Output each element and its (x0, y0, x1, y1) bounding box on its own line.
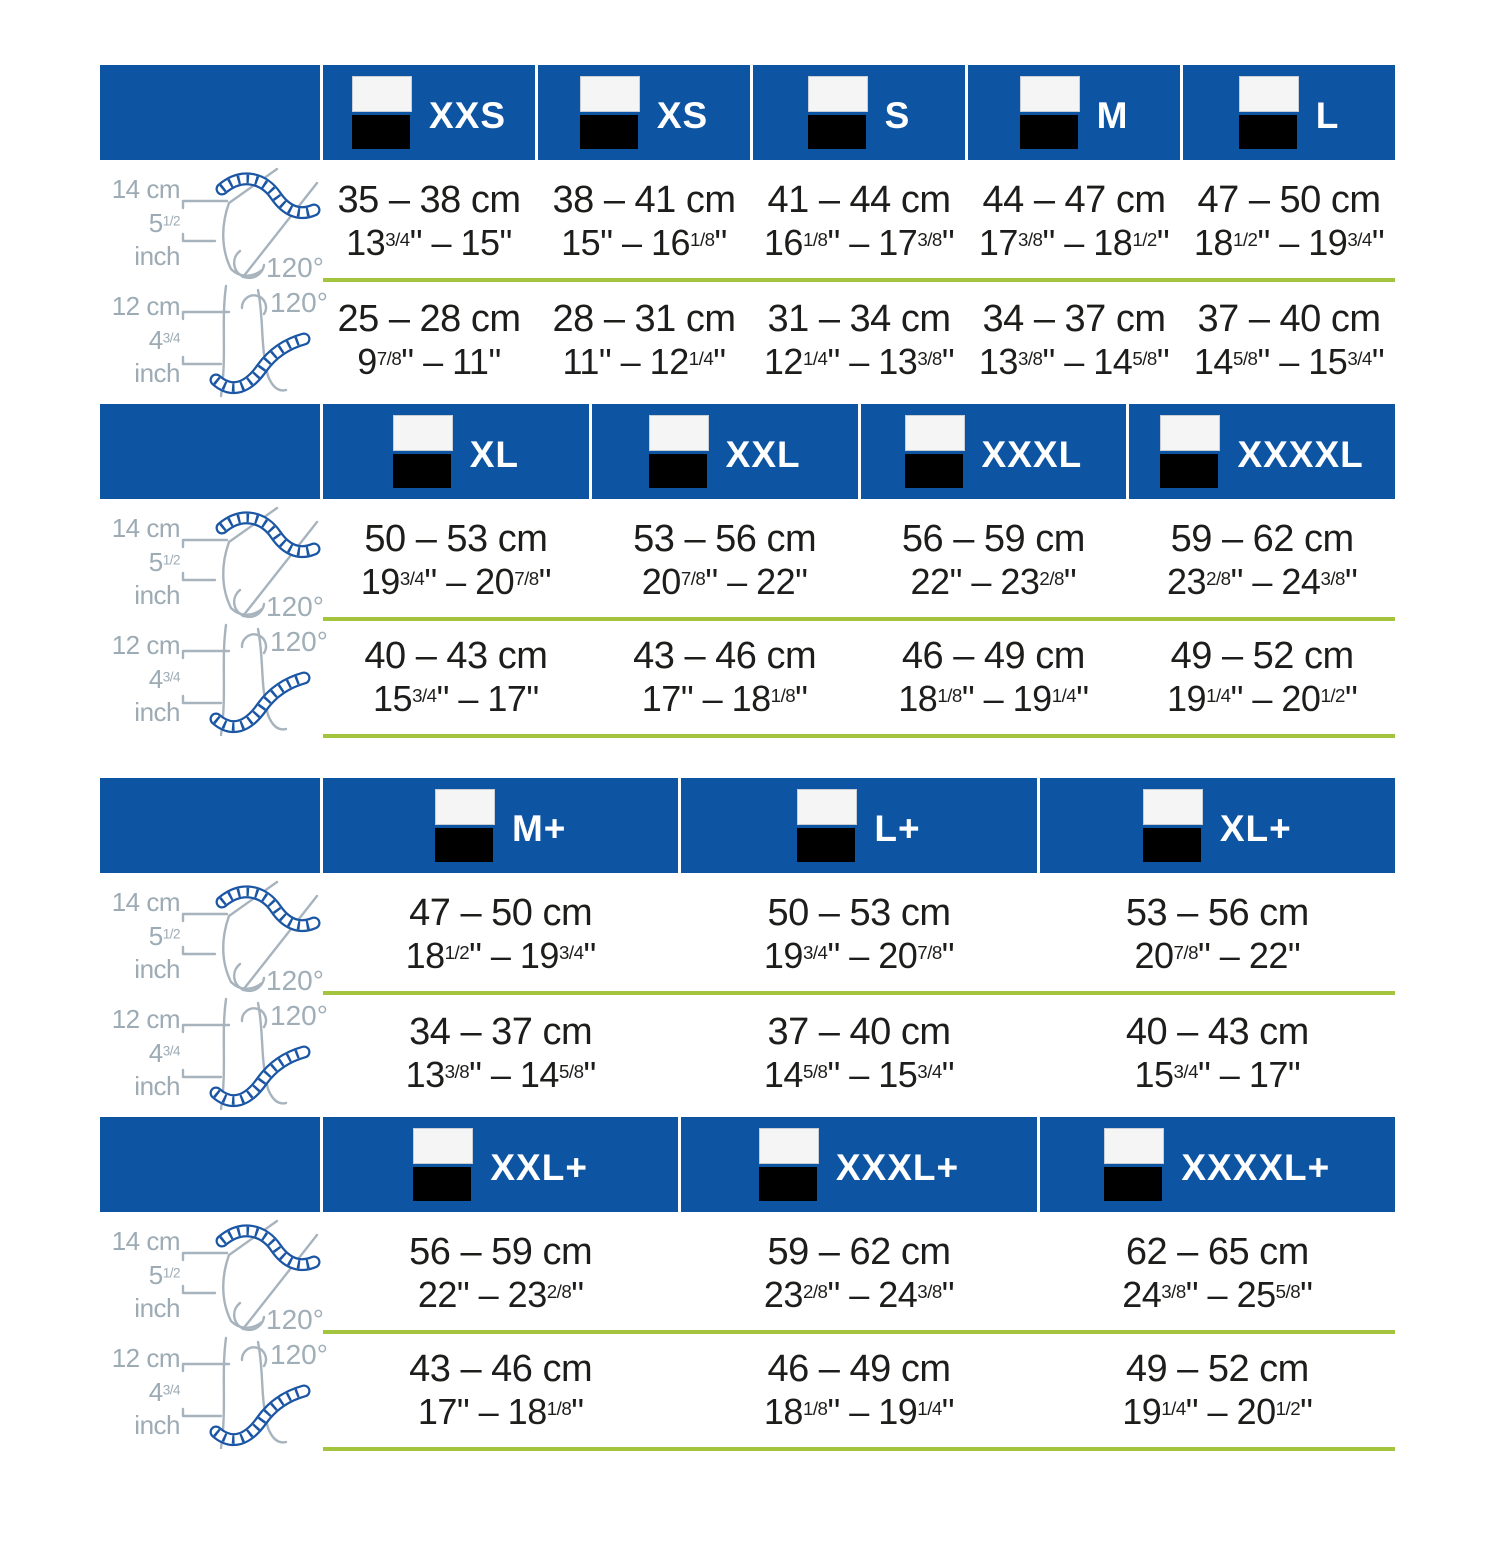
cm-range: 41 – 44 cm (767, 179, 951, 222)
inch-range: $14^{5/8}$" – $15^{3/4}$" (763, 1054, 955, 1096)
garment-icon-top-rect (435, 789, 495, 825)
size-label: L+ (874, 808, 921, 849)
inch-range: $13^{3/4}$" – 15" (346, 222, 512, 264)
inch-range: 17" – $18^{1/8}$" (417, 1391, 584, 1433)
sizing-chart (100, 65, 1395, 1451)
inch-range: $19^{1/4}$" – $20^{1/2}$" (1167, 678, 1358, 720)
size-table-4 (100, 1117, 1395, 1451)
size-header-XXXXL (1129, 404, 1395, 499)
size-header-XL+ (1040, 778, 1395, 873)
inch-range: $14^{5/8}$" – $15^{3/4}$" (1193, 341, 1385, 383)
cm-range: 43 – 46 cm (409, 1348, 593, 1391)
garment-icon-bottom-rect (649, 454, 707, 488)
inch-range: $18^{1/8}$" – $19^{1/4}$" (763, 1391, 955, 1433)
garment-icon-bottom-rect (759, 1167, 817, 1201)
angle-label: 120° (270, 286, 328, 318)
garment-icon-top-rect (1239, 76, 1299, 112)
inch-range: $16^{1/8}$" – $17^{3/8}$" (763, 222, 955, 264)
size-value-cell-XXL (592, 621, 858, 734)
inch-range: $18^{1/2}$" – $19^{3/4}$" (1193, 222, 1385, 264)
inch-range: $9^{7/8}$" – 11" (357, 341, 501, 383)
size-value-cell-L+ (681, 995, 1036, 1112)
size-value-cell-S (753, 165, 965, 278)
size-value-cell-L+ (681, 878, 1036, 991)
size-value-cell-XXL+ (323, 1334, 678, 1447)
cm-range: 34 – 37 cm (982, 298, 1166, 341)
measure-label-cell-lower (100, 621, 328, 738)
angle-label: 120° (270, 999, 328, 1031)
cm-range: 40 – 43 cm (1125, 1011, 1309, 1054)
measure-label-cell-lower (100, 1334, 328, 1451)
garment-size-icon (352, 76, 414, 149)
size-header-group (435, 789, 566, 862)
size-table-2 (100, 404, 1395, 738)
header-spacer-cell (100, 65, 320, 160)
size-value-cell-M (968, 165, 1180, 278)
size-header-group (413, 1128, 588, 1201)
size-header-row (100, 778, 1395, 873)
value-cells (323, 1334, 1395, 1451)
garment-size-icon (580, 76, 642, 149)
size-table-3 (100, 778, 1395, 1112)
cm-range: 59 – 62 cm (767, 1231, 951, 1274)
measure-cm-label: 12 cm (111, 1342, 180, 1373)
measure-inch-label: $5^{1/2}$ inch (134, 546, 180, 611)
size-label: XS (656, 95, 709, 136)
garment-icon-bottom-rect (580, 115, 638, 149)
size-value-cell-XS (538, 165, 750, 278)
knee-measure-diagram-lower (180, 995, 328, 1113)
measure-distance-labels (100, 629, 180, 730)
size-header-group (797, 789, 920, 862)
garment-icon-bottom-rect (352, 115, 410, 149)
size-value-cell-S (753, 282, 965, 399)
garment-icon-bottom-rect (1160, 454, 1218, 488)
garment-icon-bottom-rect (808, 115, 866, 149)
garment-icon-top-rect (1020, 76, 1080, 112)
measuring-tape-icon (222, 178, 314, 212)
size-table-1 (100, 65, 1395, 399)
size-value-cell-XXXL (861, 504, 1127, 617)
measure-distance-labels (100, 512, 180, 613)
knee-measure-diagram-lower (180, 1334, 328, 1452)
header-spacer-cell (100, 1117, 320, 1212)
measure-cm-label: 14 cm (111, 1225, 180, 1256)
size-value-cell-XL+ (1040, 995, 1395, 1112)
measure-cm-label: 12 cm (111, 1003, 180, 1034)
garment-icon-top-rect (580, 76, 640, 112)
size-label: M (1096, 95, 1129, 136)
inch-range: $19^{3/4}$" – $20^{7/8}$" (360, 561, 551, 603)
garment-icon-bottom-rect (905, 454, 963, 488)
size-header-group (649, 415, 801, 488)
size-value-cell-L (1183, 165, 1395, 278)
garment-icon-bottom-rect (435, 828, 493, 862)
value-cells (323, 995, 1395, 1112)
cm-range: 53 – 56 cm (633, 518, 817, 561)
measure-distance-labels (100, 173, 180, 274)
inch-range: $19^{1/4}$" – $20^{1/2}$" (1122, 1391, 1313, 1433)
size-header-XXL (592, 404, 858, 499)
garment-icon-bottom-rect (797, 828, 855, 862)
garment-icon-bottom-rect (393, 454, 451, 488)
measure-inch-label: $4^{3/4}$ inch (134, 324, 180, 389)
garment-icon-top-rect (808, 76, 868, 112)
garment-icon-bottom-rect (1020, 115, 1078, 149)
measure-row-upper (100, 1217, 1395, 1334)
inch-range: $18^{1/8}$" – $19^{1/4}$" (898, 678, 1089, 720)
garment-icon-top-rect (649, 415, 709, 451)
size-value-cell-XXL+ (323, 1217, 678, 1330)
cm-range: 37 – 40 cm (767, 1011, 951, 1054)
size-label: M+ (511, 808, 567, 849)
measuring-tape-icon (222, 517, 314, 551)
garment-size-icon (413, 1128, 475, 1201)
garment-icon-top-rect (1104, 1128, 1164, 1164)
measuring-tape-icon (216, 1052, 304, 1101)
value-cells (323, 878, 1395, 995)
size-header-XXS (323, 65, 535, 160)
garment-size-icon (905, 415, 967, 488)
garment-size-icon (1239, 76, 1301, 149)
inch-range: $15^{3/4}$" – 17" (1134, 1054, 1301, 1096)
measure-row-lower (100, 621, 1395, 738)
measure-inch-label: $5^{1/2}$ inch (134, 1259, 180, 1324)
header-cells (323, 65, 1395, 160)
angle-label: 120° (266, 964, 324, 996)
inch-range: 22" – $23^{2/8}$" (910, 561, 1077, 603)
knee-measure-diagram-lower (180, 621, 328, 739)
size-value-cell-M+ (323, 995, 678, 1112)
garment-icon-top-rect (759, 1128, 819, 1164)
measure-inch-label: $4^{3/4}$ inch (134, 663, 180, 728)
garment-size-icon (1020, 76, 1082, 149)
measure-label-cell-upper (100, 878, 324, 996)
size-header-M+ (323, 778, 678, 873)
cm-range: 53 – 56 cm (1125, 892, 1309, 935)
size-label: XL+ (1219, 808, 1292, 849)
size-header-row (100, 65, 1395, 160)
cm-range: 50 – 53 cm (767, 892, 951, 935)
size-header-XL (323, 404, 589, 499)
inch-range: 11" – $12^{1/4}$" (562, 341, 726, 383)
cm-range: 56 – 59 cm (901, 518, 1085, 561)
size-value-cell-M+ (323, 878, 678, 991)
cm-range: 43 – 46 cm (633, 635, 817, 678)
measuring-tape-icon (216, 339, 304, 388)
cm-range: 28 – 31 cm (552, 298, 736, 341)
garment-icon-top-rect (905, 415, 965, 451)
inch-range: $17^{3/8}$" – $18^{1/2}$" (978, 222, 1170, 264)
cm-range: 47 – 50 cm (409, 892, 593, 935)
garment-icon-top-rect (352, 76, 412, 112)
size-label: L (1315, 95, 1340, 136)
size-value-cell-XXXL+ (681, 1217, 1036, 1330)
cm-range: 49 – 52 cm (1125, 1348, 1309, 1391)
size-value-cell-L (1183, 282, 1395, 399)
measure-row-upper (100, 165, 1395, 282)
measure-row-upper (100, 878, 1395, 995)
size-label: XXXL+ (835, 1147, 960, 1188)
size-value-cell-XL (323, 504, 589, 617)
inch-range: $20^{7/8}$" – 22" (1134, 935, 1301, 977)
size-header-row (100, 404, 1395, 499)
inch-range: $19^{3/4}$" – $20^{7/8}$" (763, 935, 955, 977)
size-label: XXL (725, 434, 801, 475)
size-value-cell-XXS (323, 165, 535, 278)
size-label: XXXL (981, 434, 1083, 475)
size-value-cell-XXXL (861, 621, 1127, 734)
size-header-XS (538, 65, 750, 160)
cm-range: 35 – 38 cm (337, 179, 521, 222)
inch-range: 22" – $23^{2/8}$" (417, 1274, 584, 1316)
measure-row-lower (100, 282, 1395, 399)
cm-range: 49 – 52 cm (1170, 635, 1354, 678)
measure-label-cell-upper (100, 165, 324, 283)
size-header-group (1239, 76, 1340, 149)
knee-measure-diagram-upper (180, 1217, 324, 1335)
size-header-S (753, 65, 965, 160)
measuring-tape-icon (222, 891, 314, 925)
garment-size-icon (797, 789, 859, 862)
size-header-group (808, 76, 911, 149)
size-label: XXXXL (1237, 434, 1364, 475)
inch-range: $24^{3/8}$" – $25^{5/8}$" (1122, 1274, 1313, 1316)
angle-label: 120° (270, 625, 328, 657)
cm-range: 62 – 65 cm (1125, 1231, 1309, 1274)
garment-icon-top-rect (413, 1128, 473, 1164)
header-cells (323, 778, 1395, 873)
measure-inch-label: $5^{1/2}$ inch (134, 920, 180, 985)
garment-icon-top-rect (393, 415, 453, 451)
inch-range: $23^{2/8}$" – $24^{3/8}$" (1167, 561, 1358, 603)
size-header-group (1104, 1128, 1330, 1201)
knee-measure-diagram-lower (180, 282, 328, 400)
measure-distance-labels (100, 1342, 180, 1443)
measure-row-upper (100, 504, 1395, 621)
value-cells (323, 504, 1395, 621)
size-value-cell-XXL (592, 504, 858, 617)
garment-size-icon (1160, 415, 1222, 488)
size-header-XXXXL+ (1040, 1117, 1395, 1212)
garment-size-icon (759, 1128, 821, 1201)
knee-measure-diagram-upper (180, 878, 324, 996)
size-header-XXXL (861, 404, 1127, 499)
cm-range: 47 – 50 cm (1197, 179, 1381, 222)
garment-icon-bottom-rect (1239, 115, 1297, 149)
measure-label-cell-lower (100, 282, 328, 399)
measure-label-cell-lower (100, 995, 328, 1112)
measure-label-cell-upper (100, 504, 324, 622)
size-label: XXS (428, 95, 507, 136)
measure-inch-label: $5^{1/2}$ inch (134, 207, 180, 272)
size-value-cell-XL+ (1040, 878, 1395, 991)
header-cells (323, 404, 1395, 499)
measure-distance-labels (100, 1003, 180, 1104)
size-tables-container (100, 65, 1395, 1451)
cm-range: 44 – 47 cm (982, 179, 1166, 222)
inch-range: $13^{3/8}$" – $14^{5/8}$" (405, 1054, 596, 1096)
size-value-cell-XS (538, 282, 750, 399)
inch-range: $23^{2/8}$" – $24^{3/8}$" (763, 1274, 955, 1316)
cm-range: 31 – 34 cm (767, 298, 951, 341)
inch-range: $15^{3/4}$" – 17" (373, 678, 539, 720)
size-header-XXL+ (323, 1117, 678, 1212)
measure-cm-label: 14 cm (111, 886, 180, 917)
size-value-cell-XXXXL (1129, 504, 1395, 617)
size-value-cell-XXXXL+ (1040, 1217, 1395, 1330)
size-header-L (1183, 65, 1395, 160)
measure-row-lower (100, 995, 1395, 1112)
size-label: XXXXL+ (1181, 1147, 1331, 1188)
measuring-tape-icon (216, 678, 304, 727)
size-header-group (580, 76, 708, 149)
angle-label: 120° (266, 590, 324, 622)
size-header-group (1143, 789, 1292, 862)
size-header-XXXL+ (681, 1117, 1036, 1212)
size-value-cell-XXXXL+ (1040, 1334, 1395, 1447)
size-header-row (100, 1117, 1395, 1212)
garment-icon-top-rect (1143, 789, 1203, 825)
measure-distance-labels (100, 290, 180, 391)
size-header-group (1160, 415, 1363, 488)
cm-range: 46 – 49 cm (767, 1348, 951, 1391)
inch-range: $12^{1/4}$" – $13^{3/8}$" (763, 341, 955, 383)
size-label: XXL+ (490, 1147, 588, 1188)
size-value-cell-M (968, 282, 1180, 399)
size-value-cell-XXXL+ (681, 1334, 1036, 1447)
garment-icon-top-rect (1160, 415, 1220, 451)
knee-measure-diagram-upper (180, 504, 324, 622)
garment-size-icon (1104, 1128, 1166, 1201)
header-spacer-cell (100, 778, 320, 873)
cm-range: 59 – 62 cm (1170, 518, 1354, 561)
measure-row-lower (100, 1334, 1395, 1451)
measure-distance-labels (100, 1225, 180, 1326)
garment-icon-bottom-rect (413, 1167, 471, 1201)
inch-range: 17" – $18^{1/8}$" (641, 678, 808, 720)
garment-size-icon (393, 415, 455, 488)
garment-size-icon (435, 789, 497, 862)
measure-cm-label: 14 cm (111, 173, 180, 204)
garment-icon-bottom-rect (1104, 1167, 1162, 1201)
value-cells (323, 1217, 1395, 1334)
garment-size-icon (808, 76, 870, 149)
size-label: XL (469, 434, 520, 475)
measure-cm-label: 12 cm (111, 629, 180, 660)
header-spacer-cell (100, 404, 320, 499)
inch-range: $18^{1/2}$" – $19^{3/4}$" (405, 935, 596, 977)
angle-label: 120° (266, 1303, 324, 1335)
size-value-cell-XXS (323, 282, 535, 399)
inch-range: $20^{7/8}$" – 22" (641, 561, 808, 603)
measure-label-cell-upper (100, 1217, 324, 1335)
cm-range: 38 – 41 cm (552, 179, 736, 222)
measure-distance-labels (100, 886, 180, 987)
knee-measure-diagram-upper (180, 165, 324, 283)
size-header-M (968, 65, 1180, 160)
cm-range: 34 – 37 cm (409, 1011, 593, 1054)
cm-range: 25 – 28 cm (337, 298, 521, 341)
header-cells (323, 1117, 1395, 1212)
measuring-tape-icon (216, 1391, 304, 1440)
size-value-cell-XL (323, 621, 589, 734)
measure-cm-label: 12 cm (111, 290, 180, 321)
size-header-group (1020, 76, 1129, 149)
measure-inch-label: $4^{3/4}$ inch (134, 1037, 180, 1102)
size-value-cell-XXXXL (1129, 621, 1395, 734)
value-cells (323, 621, 1395, 738)
value-cells (323, 282, 1395, 399)
garment-icon-top-rect (797, 789, 857, 825)
cm-range: 46 – 49 cm (901, 635, 1085, 678)
size-header-group (759, 1128, 959, 1201)
angle-label: 120° (266, 251, 324, 283)
angle-label: 120° (270, 1338, 328, 1370)
garment-icon-bottom-rect (1143, 828, 1201, 862)
garment-size-icon (649, 415, 711, 488)
size-header-group (905, 415, 1083, 488)
measure-inch-label: $4^{3/4}$ inch (134, 1376, 180, 1441)
size-label: S (884, 95, 911, 136)
value-cells (323, 165, 1395, 282)
size-header-group (352, 76, 506, 149)
measuring-tape-icon (222, 1230, 314, 1264)
measure-cm-label: 14 cm (111, 512, 180, 543)
cm-range: 37 – 40 cm (1197, 298, 1381, 341)
cm-range: 50 – 53 cm (364, 518, 548, 561)
size-header-L+ (681, 778, 1036, 873)
cm-range: 40 – 43 cm (364, 635, 548, 678)
inch-range: $13^{3/8}$" – $14^{5/8}$" (978, 341, 1170, 383)
size-header-group (393, 415, 519, 488)
cm-range: 56 – 59 cm (409, 1231, 593, 1274)
garment-size-icon (1143, 789, 1205, 862)
inch-range: 15" – $16^{1/8}$" (561, 222, 727, 264)
